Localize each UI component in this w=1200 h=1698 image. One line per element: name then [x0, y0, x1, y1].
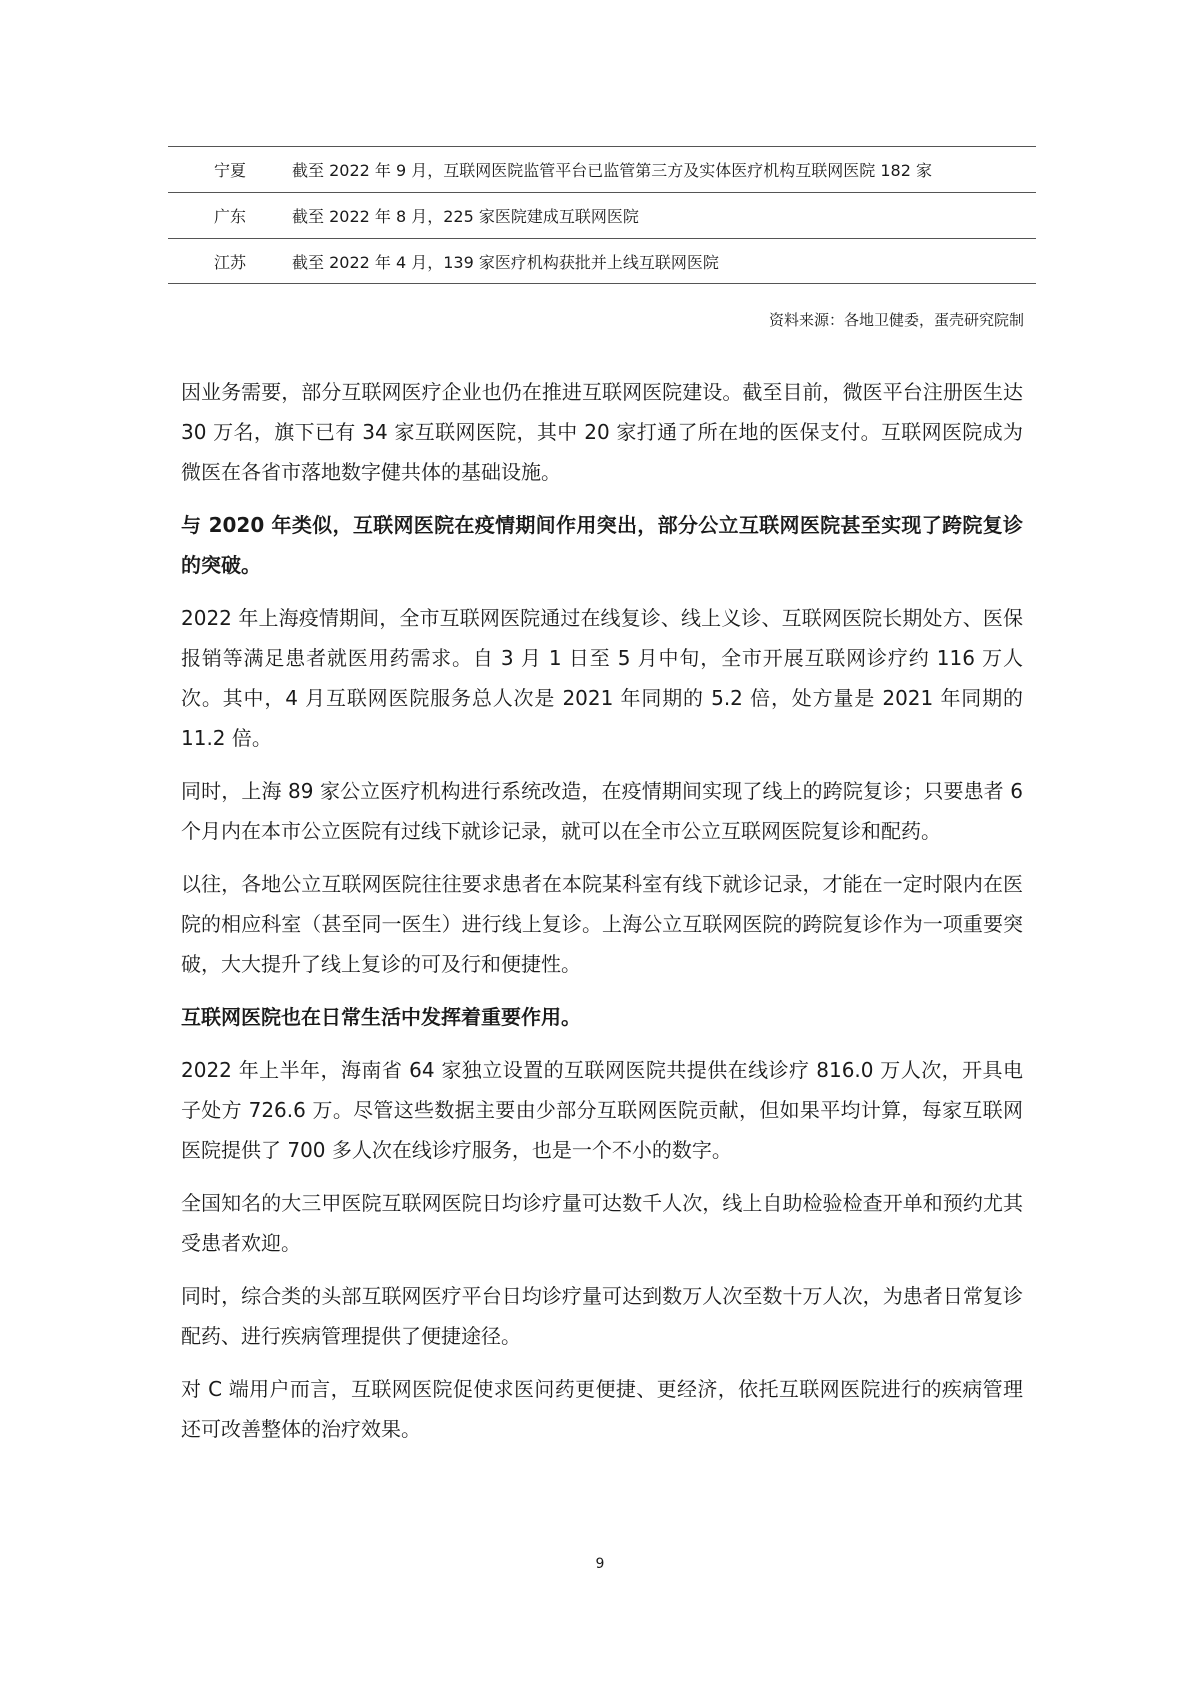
region-cell: 宁夏 [213, 161, 246, 180]
body-content [181, 372, 1023, 1462]
section-heading: 与 2020 年类似，互联网医院在疫情期间作用突出，部分公立互联网医院甚至实现了跨院复诊的突破。 [181, 513, 1023, 577]
description-cell: 截至 2022 年 8 月，225 家医院建成互联网医院 [292, 207, 639, 226]
region-cell: 江苏 [213, 252, 246, 272]
paragraph: 同时，上海 89 家公立医疗机构进行系统改造，在疫情期间实现了线上的跨院复诊；只要患者 6 个月内在本市公立医院有过线下就诊记录，就可以在全市公立互联网医院复诊和配药。 [181, 779, 1023, 843]
paragraph: 同时，综合类的头部互联网医疗平台日均诊疗量可达到数万人次至数十万人次，为患者日常复诊配药、进行疾病管理提供了便捷途径。 [181, 1284, 1023, 1348]
paragraph: 因业务需要，部分互联网医疗企业也仍在推进互联网医院建设。截至目前，微医平台注册医生达 30 万名，旗下已有 34 家互联网医院，其中 20 家打通了所在地的医保支付。互联网医院成为微医在各省市落地数字健共体的基础设施。 [181, 380, 1023, 484]
region-table [168, 146, 1036, 284]
paragraph: 对 C 端用户而言，互联网医院促使求医问药更便捷、更经济，依托互联网医院进行的疾病管理还可改善整体的治疗效果。 [181, 1377, 1023, 1441]
description-cell: 截至 2022 年 4 月，139 家医疗机构获批并上线互联网医院 [292, 252, 719, 272]
page-number: 9 [595, 1556, 605, 1572]
paragraph: 以往，各地公立互联网医院往往要求患者在本院某科室有线下就诊记录，才能在一定时限内在医院的相应科室（甚至同一医生）进行线上复诊。上海公立互联网医院的跨院复诊作为一项重要突破，大大提升了线上复诊的可及行和便捷性。 [181, 872, 1023, 976]
paragraph: 2022 年上海疫情期间，全市互联网医院通过在线复诊、线上义诊、互联网医院长期处方、医保报销等满足患者就医用药需求。自 3 月 1 日至 5 月中旬，全市开展互联网诊疗约 116 万人次。其中，4 月互联网医院服务总人次是 2021 年同期的 5.2 倍，处方量是 2021 年同期的 11.2 倍。 [181, 606, 1023, 750]
table-row [168, 192, 1036, 238]
table-row [168, 146, 1036, 192]
table-row [168, 238, 1036, 284]
paragraph: 全国知名的大三甲医院互联网医院日均诊疗量可达数千人次，线上自助检验检查开单和预约尤其受患者欢迎。 [181, 1191, 1023, 1255]
description-cell: 截至 2022 年 9 月，互联网医院监管平台已监管第三方及实体医疗机构互联网医院 182 家 [292, 161, 932, 180]
region-cell: 广东 [213, 207, 246, 226]
source-note: 资料来源：各地卫健委，蛋壳研究院制 [768, 311, 1024, 329]
section-heading: 互联网医院也在日常生活中发挥着重要作用。 [181, 1005, 581, 1029]
paragraph: 2022 年上半年，海南省 64 家独立设置的互联网医院共提供在线诊疗 816.0 万人次，开具电子处方 726.6 万。尽管这些数据主要由少部分互联网医院贡献，但如果平均计算，每家互联网医院提供了 700 多人次在线诊疗服务，也是一个不小的数字。 [181, 1058, 1023, 1162]
